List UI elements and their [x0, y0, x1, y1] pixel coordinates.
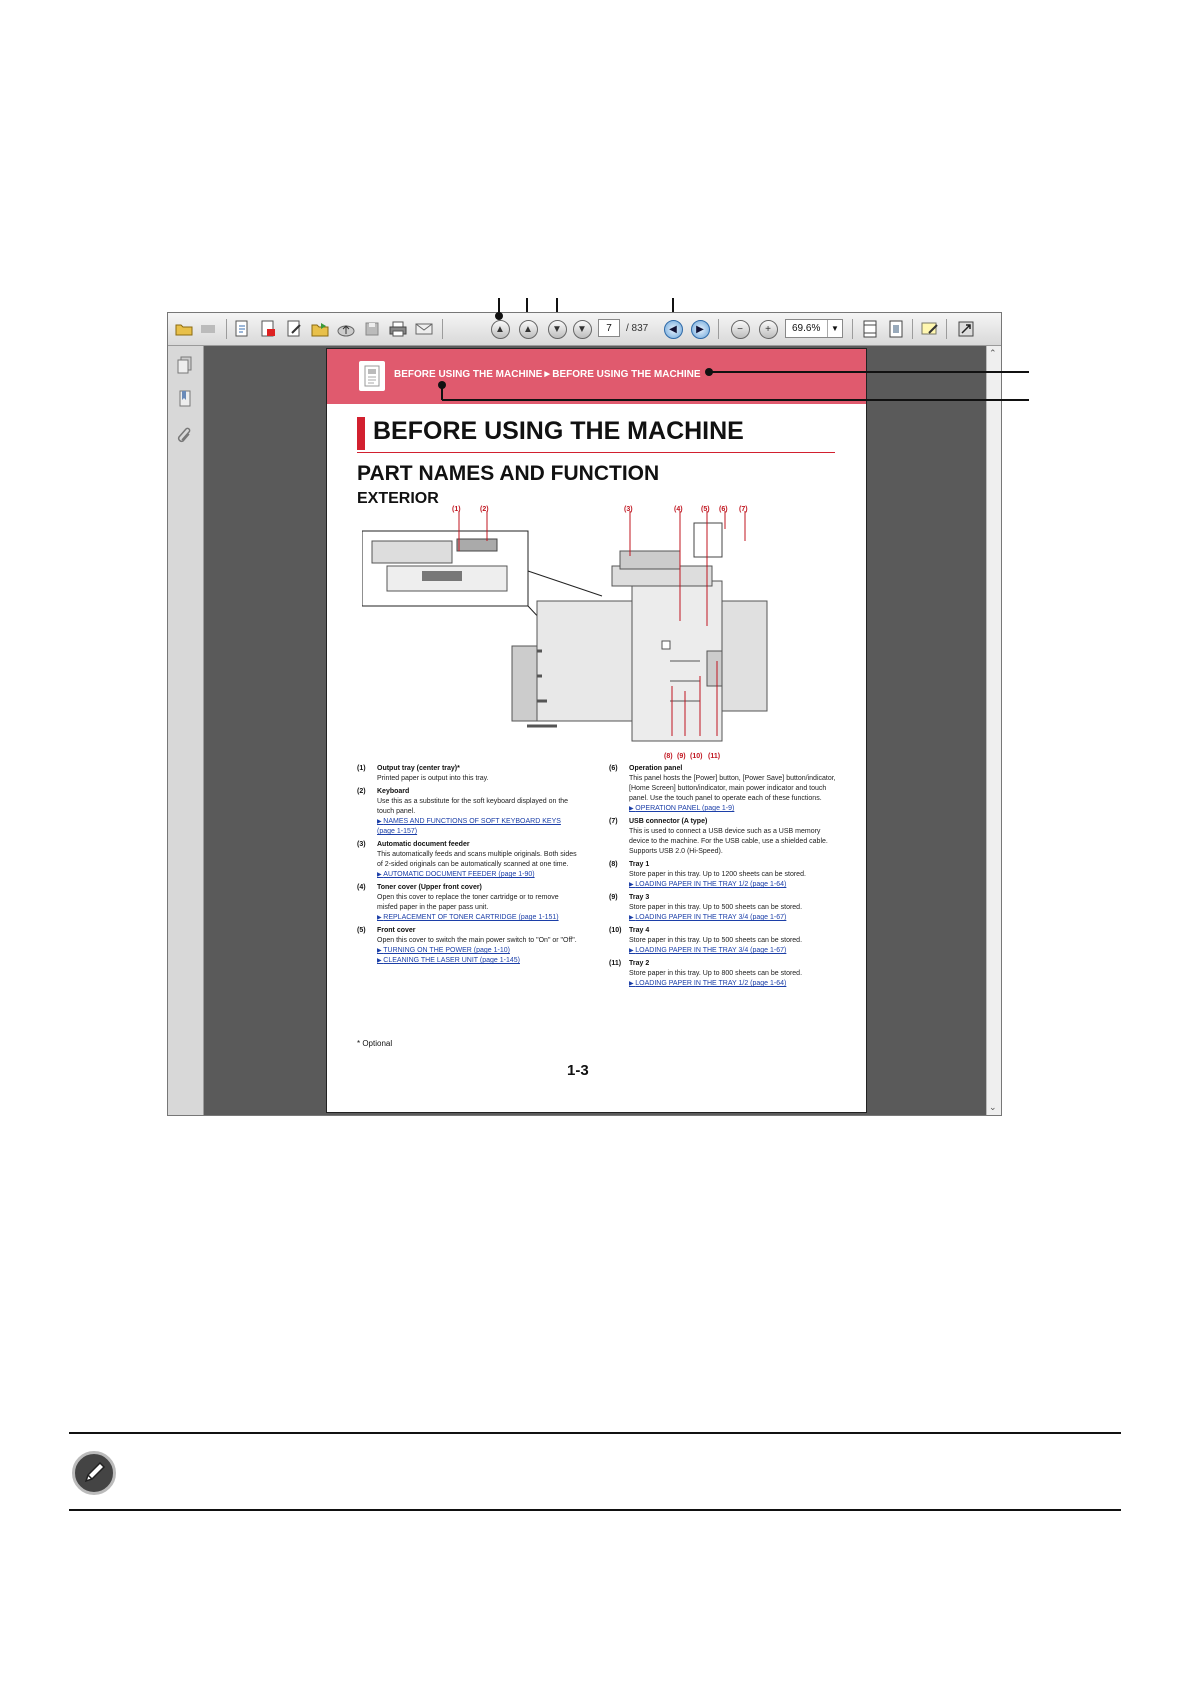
callout-label: (1) — [452, 506, 461, 513]
scroll-down-icon[interactable]: ⌄ — [989, 1102, 997, 1112]
breadcrumb[interactable]: BEFORE USING THE MACHINE►BEFORE USING THE MACHINE — [394, 369, 701, 380]
zoom-in-icon[interactable]: + — [758, 319, 778, 339]
list-item: (3) Automatic document feeder This automatically feeds and scans multiple originals. Both sides of 2-sided originals can be automatically scanned at one time. ▶ AUTOMATIC DOCUMENT FEEDER (page 1-90) — [357, 840, 579, 880]
forward-icon[interactable]: ▶ — [690, 319, 710, 339]
callout-marker — [705, 368, 713, 376]
link[interactable]: ▶ CLEANING THE LASER UNIT (page 1-145) — [377, 956, 579, 966]
open-icon[interactable] — [174, 319, 194, 339]
callout-label: (8) — [664, 753, 673, 760]
bookmarks-icon[interactable] — [176, 390, 194, 408]
list-item: (5) Front cover Open this cover to switch the main power switch to "On" or "Off". ▶ TURNING ON THE POWER (page 1-10) ▶ CLEANING THE LASER UNIT (page 1-145) — [357, 926, 579, 966]
list-item: (10) Tray 4 Store paper in this tray. Up to 500 sheets can be stored. ▶ LOADING PAPER IN THE TRAY 3/4 (page 1-67) — [609, 926, 839, 956]
upload-icon[interactable] — [336, 319, 356, 339]
link[interactable]: ▶ LOADING PAPER IN THE TRAY 1/2 (page 1-64) — [629, 979, 839, 989]
callout-leader-breadcrumb — [709, 371, 1029, 373]
fit-width-icon[interactable] — [860, 319, 880, 339]
page-number: 1-3 — [567, 1062, 589, 1079]
list-item: (11) Tray 2 Store paper in this tray. Up to 800 sheets can be stored. ▶ LOADING PAPER IN THE TRAY 1/2 (page 1-64) — [609, 959, 839, 989]
callout-label: (5) — [701, 506, 710, 513]
callout-label: (3) — [624, 506, 633, 513]
link[interactable]: ▶ REPLACEMENT OF TONER CARTRIDGE (page 1-151) — [377, 913, 579, 923]
callout-label: (11) — [708, 753, 721, 760]
breadcrumb-bar — [327, 349, 866, 404]
section-heading: PART NAMES AND FUNCTION — [357, 462, 660, 485]
first-page-icon[interactable]: ▲ — [490, 319, 510, 339]
attachments-icon[interactable] — [176, 426, 194, 444]
back-icon[interactable]: ◀ — [663, 319, 683, 339]
scroll-up-icon[interactable]: ⌃ — [989, 348, 997, 358]
parts-list-left — [357, 764, 579, 969]
parts-list-right — [609, 764, 839, 992]
callout-label: (4) — [674, 506, 683, 513]
vertical-scrollbar[interactable] — [986, 346, 1001, 1115]
callout-label: (2) — [480, 506, 489, 513]
comment-icon[interactable] — [920, 319, 940, 339]
list-item: (4) Toner cover (Upper front cover) Open this cover to replace the toner cartridge or to remove misfed paper in the paper pass unit. ▶ REPLACEMENT OF TONER CARTRIDGE (page 1-151) — [357, 883, 579, 923]
manual-icon — [359, 361, 385, 391]
zoom-out-icon[interactable]: − — [730, 319, 750, 339]
note-divider-top — [69, 1432, 1121, 1434]
link[interactable]: ▶ TURNING ON THE POWER (page 1-10) — [377, 946, 579, 956]
pdf-viewer-window — [167, 312, 1002, 1116]
list-item: (6) Operation panel This panel hosts the [Power] button, [Power Save] button/indicator, [Home Screen] button/indicator, main power indicator and touch panel. Use the touch panel to operate each of these functions. ▶ OPERATION PANEL (page 1-9) — [609, 764, 839, 814]
callout-marker — [495, 312, 503, 320]
callout-label: (7) — [739, 506, 748, 513]
zoom-select[interactable] — [785, 319, 843, 338]
page-total: / 837 — [626, 323, 649, 334]
save-icon[interactable] — [362, 319, 382, 339]
fullscreen-icon[interactable] — [956, 319, 976, 339]
list-item: (8) Tray 1 Store paper in this tray. Up to 1200 sheets can be stored. ▶ LOADING PAPER IN THE TRAY 1/2 (page 1-64) — [609, 860, 839, 890]
callout-leader-header — [442, 399, 1029, 401]
callout-label: (10) — [690, 753, 703, 760]
callout-label: (6) — [719, 506, 728, 513]
open-folder-icon[interactable] — [310, 319, 330, 339]
callout-marker — [438, 381, 446, 389]
list-item: (1) Output tray (center tray)* Printed paper is output into this tray. — [357, 765, 489, 782]
email-icon[interactable] — [414, 319, 434, 339]
chevron-down-icon[interactable]: ▼ — [827, 320, 842, 337]
print-icon[interactable] — [388, 319, 408, 339]
subsection-heading: EXTERIOR — [357, 490, 439, 507]
last-page-icon[interactable]: ▼ — [572, 319, 592, 339]
link[interactable]: ▶ LOADING PAPER IN THE TRAY 3/4 (page 1-67) — [629, 946, 839, 956]
fit-page-icon[interactable] — [886, 319, 906, 339]
link[interactable]: ▶ AUTOMATIC DOCUMENT FEEDER (page 1-90) — [377, 870, 579, 880]
previous-page-icon[interactable]: ▲ — [518, 319, 538, 339]
link[interactable]: ▶ LOADING PAPER IN THE TRAY 1/2 (page 1-64) — [629, 880, 839, 890]
zoom-value: 69.6% — [792, 323, 821, 334]
pages-icon[interactable] — [176, 356, 194, 374]
title-underline — [357, 452, 835, 453]
thumbnail-icon[interactable] — [198, 319, 218, 339]
navigation-panel — [168, 346, 204, 1115]
machine-illustration — [362, 511, 802, 751]
link[interactable]: ▶ LOADING PAPER IN THE TRAY 3/4 (page 1-67) — [629, 913, 839, 923]
list-item: (9) Tray 3 Store paper in this tray. Up to 500 sheets can be stored. ▶ LOADING PAPER IN THE TRAY 3/4 (page 1-67) — [609, 893, 839, 923]
edit-icon[interactable] — [284, 319, 304, 339]
note-divider-bottom — [69, 1509, 1121, 1511]
optional-footnote: * Optional — [357, 1039, 393, 1048]
callout-label: (9) — [677, 753, 686, 760]
page-title: BEFORE USING THE MACHINE — [373, 417, 744, 445]
title-accent — [357, 417, 365, 450]
list-item: (2) Keyboard Use this as a substitute for the soft keyboard displayed on the touch panel. ▶ NAMES AND FUNCTIONS OF SOFT KEYBOARD KEYS (page 1-157) — [357, 787, 579, 837]
print-setup-icon[interactable] — [232, 319, 252, 339]
next-page-icon[interactable]: ▼ — [547, 319, 567, 339]
save-pdf-icon[interactable] — [258, 319, 278, 339]
link[interactable]: ▶ NAMES AND FUNCTIONS OF SOFT KEYBOARD KEYS (page 1-157) — [377, 817, 579, 837]
document-page — [326, 348, 867, 1113]
pencil-note-icon — [72, 1451, 116, 1495]
link[interactable]: ▶ OPERATION PANEL (page 1-9) — [629, 804, 839, 814]
viewer-toolbar — [168, 313, 1001, 346]
list-item: (7) USB connector (A type) This is used to connect a USB device such as a USB memory device to the machine. For the USB cable, use a shielded cable. Supports USB 2.0 (Hi-Speed). — [609, 818, 828, 855]
page-number-input[interactable]: 7 — [598, 319, 620, 337]
